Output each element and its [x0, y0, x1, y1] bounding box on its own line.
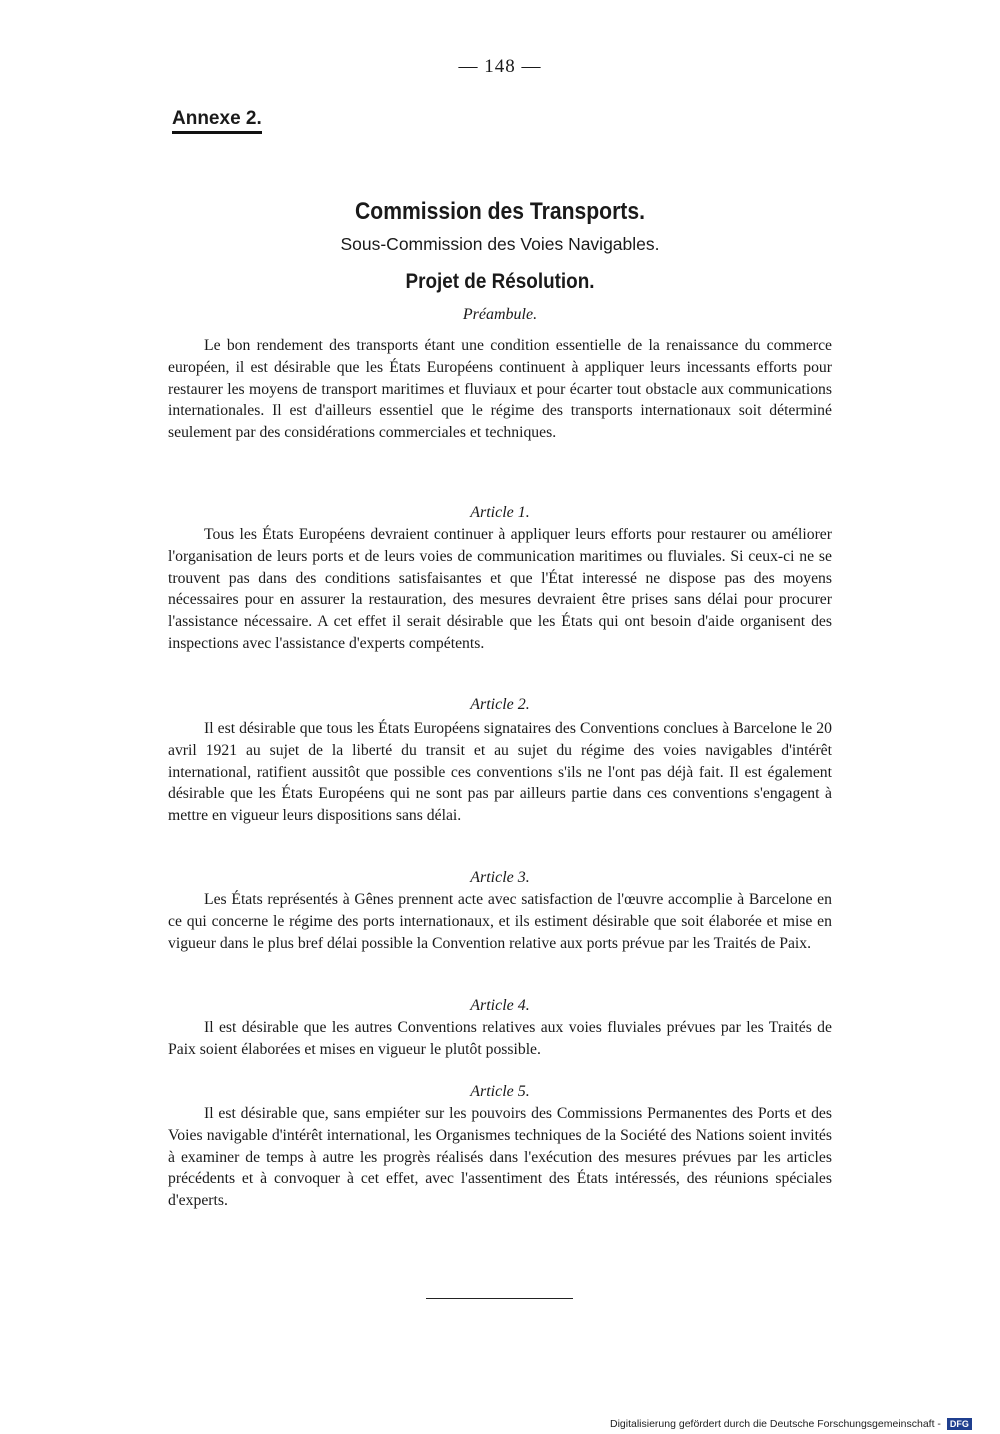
article-4-text: Il est désirable que les autres Conventions relatives aux voies fluviales prévues par les Traités de Paix soient élaborées et mises en vigueur le plutôt possible.	[168, 1019, 832, 1058]
article-5-heading: Article 5.	[470, 1083, 530, 1100]
article-3-heading: Article 3.	[470, 869, 530, 886]
footer-text: Digitalisierung gefördert durch die Deutsche Forschungsgemeinschaft -	[610, 1418, 941, 1430]
article-5-text: Il est désirable que, sans empiéter sur les pouvoirs des Commissions Permanentes des Ports et des Voies navigable d'intérêt international, les Organismes techniques de la Société des Nations soient invités à examiner de temps à autre les progrès réalisés dans l'exécution des mesures prévues par les articles précédents et à convoquer à cet effet, avec l'assentiment des États intéressés, des réunions spéciales d'experts.	[168, 1105, 832, 1210]
article-4-heading: Article 4.	[470, 997, 530, 1014]
article-2-text: Il est désirable que tous les États Européens signataires des Conventions conclues à Barcelone le 20 avril 1921 au sujet de la liberté du transit et au sujet du régime des voies navigables d'intérêt international, ratifient aussitôt que possible ces conventions s'ils ne l'ont pas déjà fait. Il est également désirable que les États Européens qui ne sont pas par ailleurs partie dans ces conventions s'engagent à mettre en vigueur leurs dispositions sans délai.	[168, 720, 832, 825]
article-1-heading: Article 1.	[470, 504, 530, 521]
dfg-logo-icon: DFG	[947, 1418, 972, 1430]
page-number: — 148 —	[458, 56, 542, 77]
preamble-text: Le bon rendement des transports étant une condition essentielle de la renaissance du commerce européen, il est désirable que les États Européens continuent à appliquer leurs incessants efforts pour restaurer les moyens de transport maritimes et fluviaux et pour écarter tout obstacle aux communications internationales. Il est d'ailleurs essentiel que le régime des transports internationaux soit déterminé seulement par des considérations commerciales et techniques.	[168, 337, 832, 442]
article-2-heading: Article 2.	[470, 696, 530, 713]
end-divider	[426, 1298, 573, 1299]
digitization-footer	[610, 1418, 972, 1430]
annex-label: Annexe 2.	[172, 108, 262, 134]
resolution-title: Projet de Résolution.	[405, 270, 595, 293]
document-title: Commission des Transports.	[355, 198, 645, 225]
preamble-heading: Préambule.	[462, 306, 538, 323]
article-3-text: Les États représentés à Gênes prennent acte avec satisfaction de l'œuvre accomplie à Barcelone en ce qui concerne le régime des ports internationaux, et ils estiment désirable que soit élaborée et mise en vigueur dans le plus bref délai possible la Convention relative aux ports prévue par les Traités de Paix.	[168, 891, 832, 952]
document-subtitle: Sous-Commission des Voies Navigables.	[340, 234, 660, 254]
article-1-text: Tous les États Européens devraient continuer à appliquer leurs efforts pour restaurer ou améliorer l'organisation de leurs ports et de leurs voies de communication maritimes ou fluviales. Si ceux-ci ne se trouvent pas dans des conditions satisfaisantes et que l'État interessé ne dispose pas des moyens nécessaires pour en assurer la restauration, des mesures devraient être prises sans délai pour procurer l'assistance nécessaire. A cet effet il serait désirable que les États qui ont besoin d'aide organisent des inspections avec l'assistance d'experts compétents.	[168, 526, 832, 652]
